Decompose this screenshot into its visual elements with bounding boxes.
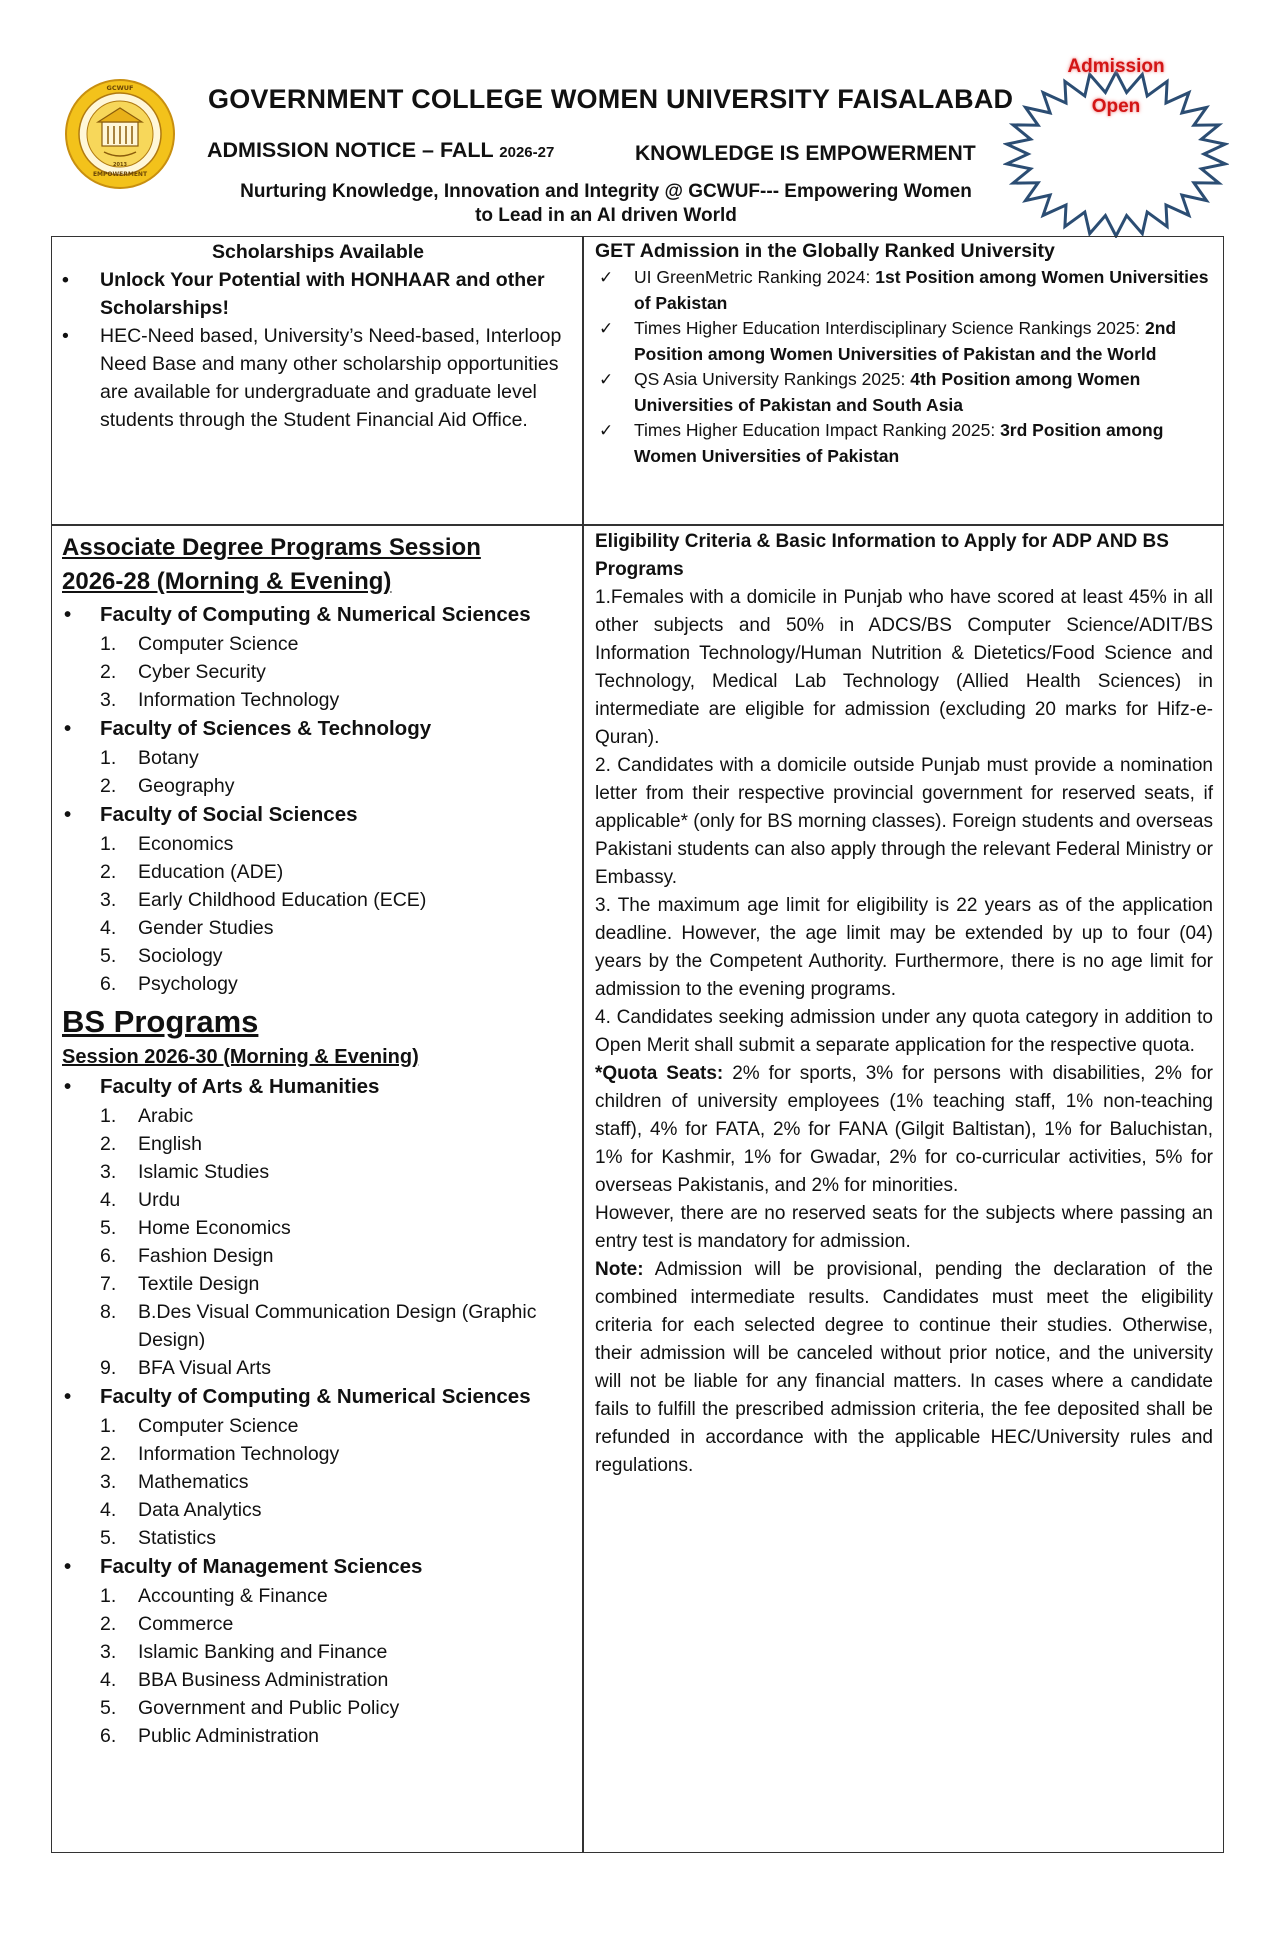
adp-title-line-2: 2026-28 (Morning & Evening) [62,568,392,595]
faculty-heading [62,1382,580,1412]
rankings-section [595,238,1215,469]
program-name: Botany [138,747,199,769]
program-item [62,1722,580,1750]
program-number: 5. [100,1217,117,1239]
note-paragraph [595,1256,1213,1480]
scholarship-text: Unlock Your Potential with HONHAAR and other Scholarships! [100,269,545,319]
program-number: 1. [100,833,117,855]
ranking-item [595,367,1215,418]
bullet-icon: • [64,1075,72,1098]
eligibility-paragraph-5: However, there are no reserved seats for the subjects where passing an entry test is mandatory for admission. [595,1203,1213,1252]
program-item [62,1468,580,1496]
program-name: Mathematics [138,1471,249,1493]
program-number: 5. [100,1697,117,1719]
column-divider [582,236,584,1853]
program-name: Islamic Studies [138,1161,270,1183]
scholarships-section [58,238,578,434]
ranking-item [595,316,1215,367]
program-item [62,1102,580,1130]
program-name: Home Economics [138,1217,291,1239]
program-name: BBA Business Administration [138,1669,389,1691]
program-name: Islamic Banking and Finance [138,1641,388,1663]
program-item [62,630,580,658]
program-number: 2. [100,775,117,797]
program-item [62,744,580,772]
svg-text:EMPOWERMENT: EMPOWERMENT [92,171,148,178]
bullet-icon: • [64,1385,72,1408]
faculty-name: Faculty of Computing & Numerical Sciences [100,1385,531,1408]
program-name: Economics [138,833,234,855]
program-item [62,1412,580,1440]
program-name: Statistics [138,1527,217,1549]
bs-faculty-list [62,1072,580,1750]
bullet-icon: • [62,325,69,347]
program-item [62,1214,580,1242]
program-item [62,1440,580,1468]
program-number: 2. [100,861,117,883]
program-name: Education (ADE) [138,861,284,883]
rankings-title: GET Admission in the Globally Ranked University [595,240,1055,262]
quota-text: 2% for sports, 3% for persons with disabilities, 2% for children of university employees (1% teaching staff, 1% non-teaching staff), 4% for FATA, 2% for FANA (Gilgit Baltistan), 1% for Baluchistan, 1% for Kashmir, 1% for Gwadar, 2% for co-curricular activities, 5% for overseas Pakistanis, and 2% for minorities. [595,1063,1213,1196]
program-item [62,1242,580,1270]
program-number: 6. [100,973,117,995]
university-motto: KNOWLEDGE IS EMPOWERMENT [635,142,976,165]
program-name: Computer Science [138,1415,299,1437]
program-item [62,830,580,858]
program-name: Fashion Design [138,1245,274,1267]
program-name: Commerce [138,1613,234,1635]
program-name: B.Des Visual Communication Design (Graphic Design) [138,1301,537,1351]
program-number: 1. [100,633,117,655]
quota-label: *Quota Seats: [595,1063,724,1084]
program-item [62,1298,580,1354]
program-item [62,970,580,998]
svg-text:GCWUF: GCWUF [106,84,134,92]
ranking-position: 3rd Position among Women Universities of Pakistan [634,420,1164,466]
program-number: 2. [100,1133,117,1155]
program-number: 6. [100,1245,117,1267]
admission-notice-title [207,138,554,163]
ranking-position: 4th Position among Women Universities of Pakistan and South Asia [634,369,1141,415]
program-item [62,686,580,714]
program-item [62,772,580,800]
faculty-heading [62,600,580,630]
program-name: Textile Design [138,1273,260,1295]
ranking-position: 2nd Position among Women Universities of Pakistan and the World [634,318,1177,364]
bs-session-title: Session 2026-30 (Morning & Evening) [62,1046,419,1068]
program-item [62,1524,580,1552]
program-item [62,1694,580,1722]
program-number: 1. [100,747,117,769]
row-divider [51,524,1224,526]
quota-seats-paragraph [595,1060,1213,1200]
program-number: 3. [100,1641,117,1663]
faculty-heading [62,1072,580,1102]
program-number: 6. [100,1725,117,1747]
bullet-icon: • [64,603,72,626]
program-item [62,858,580,886]
checkmark-icon: ✓ [599,370,614,389]
faculty-name: Faculty of Sciences & Technology [100,717,432,740]
checkmark-icon: ✓ [599,268,614,287]
scholarship-bullet [58,322,578,434]
bs-programs-title: BS Programs [62,1004,259,1039]
program-item [62,942,580,970]
badge-line-open: Open [1091,96,1141,117]
program-name: Urdu [138,1189,181,1211]
program-name: Public Administration [138,1725,320,1747]
faculty-heading [62,800,580,830]
ranking-source: Times Higher Education Interdisciplinary Science Rankings 2025: [634,318,1145,338]
program-name: Cyber Security [138,661,266,683]
program-name: BFA Visual Arts [138,1357,271,1379]
ranking-source: Times Higher Education Impact Ranking 2025: [634,420,1001,440]
bullet-icon: • [62,269,69,291]
adp-faculty-list [62,600,580,998]
program-item [62,1610,580,1638]
program-item [62,886,580,914]
program-item [62,1158,580,1186]
eligibility-paragraph-2: 2. Candidates with a domicile outside Punjab must provide a nomination letter from their respective provincial government for reserved seats, if applicable* (only for BS morning classes). Foreign students and overseas Pakistani students can also apply through the relevant Federal Ministry or Embassy. [595,755,1213,888]
svg-text:2013: 2013 [113,162,127,168]
eligibility-title: Eligibility Criteria & Basic Information to Apply for ADP AND BS Programs [595,531,1169,580]
rankings-list [595,265,1215,469]
program-item [62,1130,580,1158]
program-name: Early Childhood Education (ECE) [138,889,427,911]
program-number: 3. [100,1161,117,1183]
program-name: Computer Science [138,633,299,655]
badge-line-admission: Admission [1067,56,1165,77]
faculty-name: Faculty of Management Sciences [100,1555,423,1578]
university-seal-logo [64,78,176,190]
program-name: Geography [138,775,235,797]
ranking-source: UI GreenMetric Ranking 2024: [634,267,876,287]
program-item [62,1666,580,1694]
ranking-source: QS Asia University Rankings 2025: [634,369,911,389]
bullet-icon: • [64,1555,72,1578]
tagline [196,180,1016,228]
note-label: Note: [595,1259,644,1280]
checkmark-icon: ✓ [599,319,614,338]
program-item [62,658,580,686]
bullet-icon: • [64,717,72,740]
program-number: 4. [100,1669,117,1691]
program-name: English [138,1133,202,1155]
notice-label: ADMISSION NOTICE – FALL [207,138,500,162]
faculty-name: Faculty of Social Sciences [100,803,358,826]
ranking-position: 1st Position among Women Universities of Pakistan [634,267,1209,313]
program-number: 3. [100,1471,117,1493]
program-name: Psychology [138,973,238,995]
bullet-icon: • [64,803,72,826]
program-item [62,1270,580,1298]
program-number: 4. [100,917,117,939]
eligibility-paragraph-3: 3. The maximum age limit for eligibility is 22 years as of the application deadline. However, the age limit may be extended by up to four (04) years by the Competent Authority. Furthermore, there is no age limit for admission to the evening programs. [595,895,1213,1000]
program-number: 1. [100,1105,117,1127]
program-number: 5. [100,1527,117,1549]
faculty-heading [62,1552,580,1582]
program-name: Accounting & Finance [138,1585,328,1607]
program-number: 1. [100,1415,117,1437]
program-number: 5. [100,945,117,967]
eligibility-paragraph-1: 1.Females with a domicile in Punjab who have scored at least 45% in all other subjects and 50% in ADCS/BS Computer Science/ADIT/BS Information Technology/Human Nutrition & Dietetics/Food Science and Technology, Medical Lab Technology (Allied Health Sciences) in intermediate are eligible for admission (excluding 20 marks for Hifz-e-Quran). [595,587,1213,748]
note-text: Admission will be provisional, pending the declaration of the combined intermediate results. Candidates must meet the eligibility criteria for each selected degree to continue their studies. Otherwise, their admission will be canceled without prior notice, and the university will not be liable for any financial matters. In cases where a candidate fails to fulfill the prescribed admission criteria, the fee deposited shall be refunded in accordance with the applicable HEC/University rules and regulations. [595,1259,1213,1476]
eligibility-section [595,528,1213,1480]
program-name: Arabic [138,1105,194,1127]
faculty-heading [62,714,580,744]
eligibility-paragraph-4: 4. Candidates seeking admission under any quota category in addition to Open Merit shall submit a separate application for the respective quota. [595,1007,1213,1056]
program-number: 2. [100,1613,117,1635]
program-number: 3. [100,889,117,911]
program-number: 8. [100,1301,117,1323]
program-name: Gender Studies [138,917,274,939]
scholarship-text: HEC-Need based, University’s Need-based, Interloop Need Base and many other scholarship opportunities are available for undergraduate and graduate level students through the Student Financial Aid Office. [100,325,562,431]
program-number: 3. [100,689,117,711]
program-name: Data Analytics [138,1499,262,1521]
program-number: 9. [100,1357,117,1379]
program-number: 7. [100,1273,117,1295]
program-number: 4. [100,1189,117,1211]
tagline-line-1: Nurturing Knowledge, Innovation and Integrity @ GCWUF--- Empowering Women [240,181,972,202]
scholarships-title: Scholarships Available [211,241,425,263]
ranking-item [595,265,1215,316]
faculty-name: Faculty of Computing & Numerical Sciences [100,603,531,626]
program-name: Government and Public Policy [138,1697,400,1719]
program-name: Sociology [138,945,223,967]
program-number: 2. [100,661,117,683]
adp-title-line-1: Associate Degree Programs Session [62,534,481,561]
program-number: 2. [100,1443,117,1465]
university-name: GOVERNMENT COLLEGE WOMEN UNIVERSITY FAISALABAD [208,84,1014,114]
program-item [62,914,580,942]
faculty-name: Faculty of Arts & Humanities [100,1075,380,1098]
programs-section [62,530,580,1750]
tagline-line-2: to Lead in an AI driven World [475,205,737,226]
program-number: 1. [100,1585,117,1607]
program-item [62,1186,580,1214]
scholarship-bullet [58,266,578,322]
notice-year: 2026-27 [499,144,555,161]
checkmark-icon: ✓ [599,421,614,440]
program-name: Information Technology [138,689,340,711]
program-item [62,1582,580,1610]
program-number: 4. [100,1499,117,1521]
program-item [62,1638,580,1666]
program-name: Information Technology [138,1443,340,1465]
program-item [62,1354,580,1382]
ranking-item [595,418,1215,469]
program-item [62,1496,580,1524]
